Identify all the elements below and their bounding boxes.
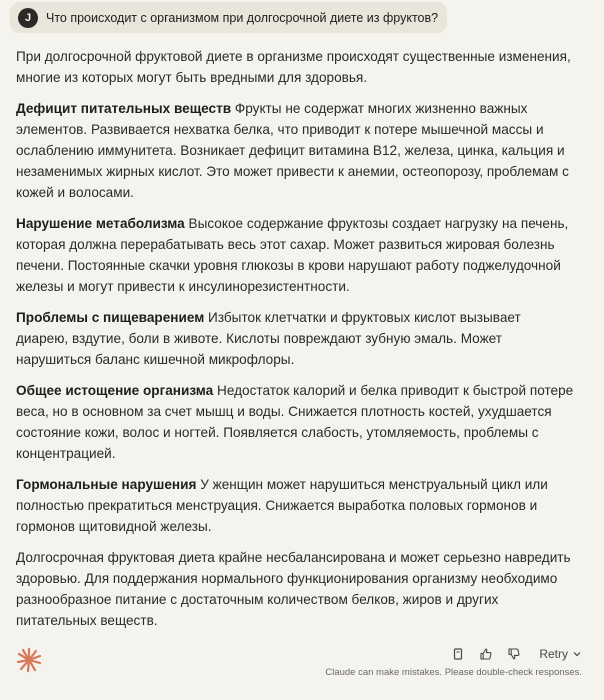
- response-section: [16, 213, 576, 297]
- retry-label: Retry: [539, 647, 568, 661]
- response-section: [16, 98, 576, 203]
- response-intro: При долгосрочной фруктовой диете в организме происходят существенные изменения, многие из которых могут быть вредными для здоровья.: [16, 49, 571, 85]
- section-body: Фрукты не содержат многих жизненно важных элементов. Развивается нехватка белка, что приводит к потере мышечной массы и ослаблению иммунитета. Возникает дефицит витамина B12, железа, цинка, кальция и незаменимых жирных кислот. Это может привести к анемии, остеопорозу, проблемам с кожей и волосами.: [16, 101, 569, 200]
- copy-icon[interactable]: [451, 647, 465, 661]
- section-body: Недостаток калорий и белка приводит к быстрой потере веса, но в основном за счет мышц и воды. Снижается плотность костей, ухудшается состояние кожи, волос и ногтей. Появляется слабость, утомляемость, проблемы с концентрацией.: [16, 383, 574, 461]
- section-heading: Общее истощение организма: [16, 383, 214, 398]
- assistant-response: [16, 46, 576, 641]
- thumbs-down-icon[interactable]: [507, 647, 521, 661]
- response-section: [16, 474, 576, 537]
- response-section: [16, 307, 576, 370]
- user-message: [10, 2, 447, 33]
- section-heading: Проблемы с пищеварением: [16, 310, 205, 325]
- response-conclusion: Долгосрочная фруктовая диета крайне несбалансирована и может серьезно навредить здоровью. Для поддержания нормального функционирования организму необходимо разнообразное питание с достаточным количеством белков, жиров и других питательных веществ.: [16, 550, 571, 628]
- section-heading: Дефицит питательных веществ: [16, 101, 232, 116]
- retry-button[interactable]: [539, 647, 582, 661]
- section-body: Избыток клетчатки и фруктовых кислот вызывает диарею, вздутие, боли в животе. Кислоты повреждают зубную эмаль. Может нарушиться баланс кишечной микрофлоры.: [16, 310, 521, 367]
- thumbs-up-icon[interactable]: [479, 647, 493, 661]
- chevron-down-icon: [572, 649, 582, 659]
- user-message-text: Что происходит с организмом при долгосрочной диете из фруктов?: [46, 10, 439, 25]
- response-actions: [451, 645, 582, 663]
- disclaimer-text: Claude can make mistakes. Please double-check responses.: [325, 667, 582, 678]
- section-body: У женщин может нарушиться менструальный цикл или полностью прекратиться менструация. Снижается выработка половых гормонов и гормонов щитовидной железы.: [16, 477, 548, 534]
- response-section: [16, 380, 576, 464]
- section-body: Высокое содержание фруктозы создает нагрузку на печень, которая должна перерабатывать весь этот сахар. Может развиться жировая болезнь печени. Постоянные скачки уровня глюкозы в крови нарушают работу поджелудочной железы и могут привести к инсулинорезистентности.: [16, 216, 569, 294]
- claude-logo-icon: [16, 647, 42, 673]
- section-heading: Гормональные нарушения: [16, 477, 197, 492]
- section-heading: Нарушение метаболизма: [16, 216, 185, 231]
- user-avatar[interactable]: J: [18, 8, 38, 28]
